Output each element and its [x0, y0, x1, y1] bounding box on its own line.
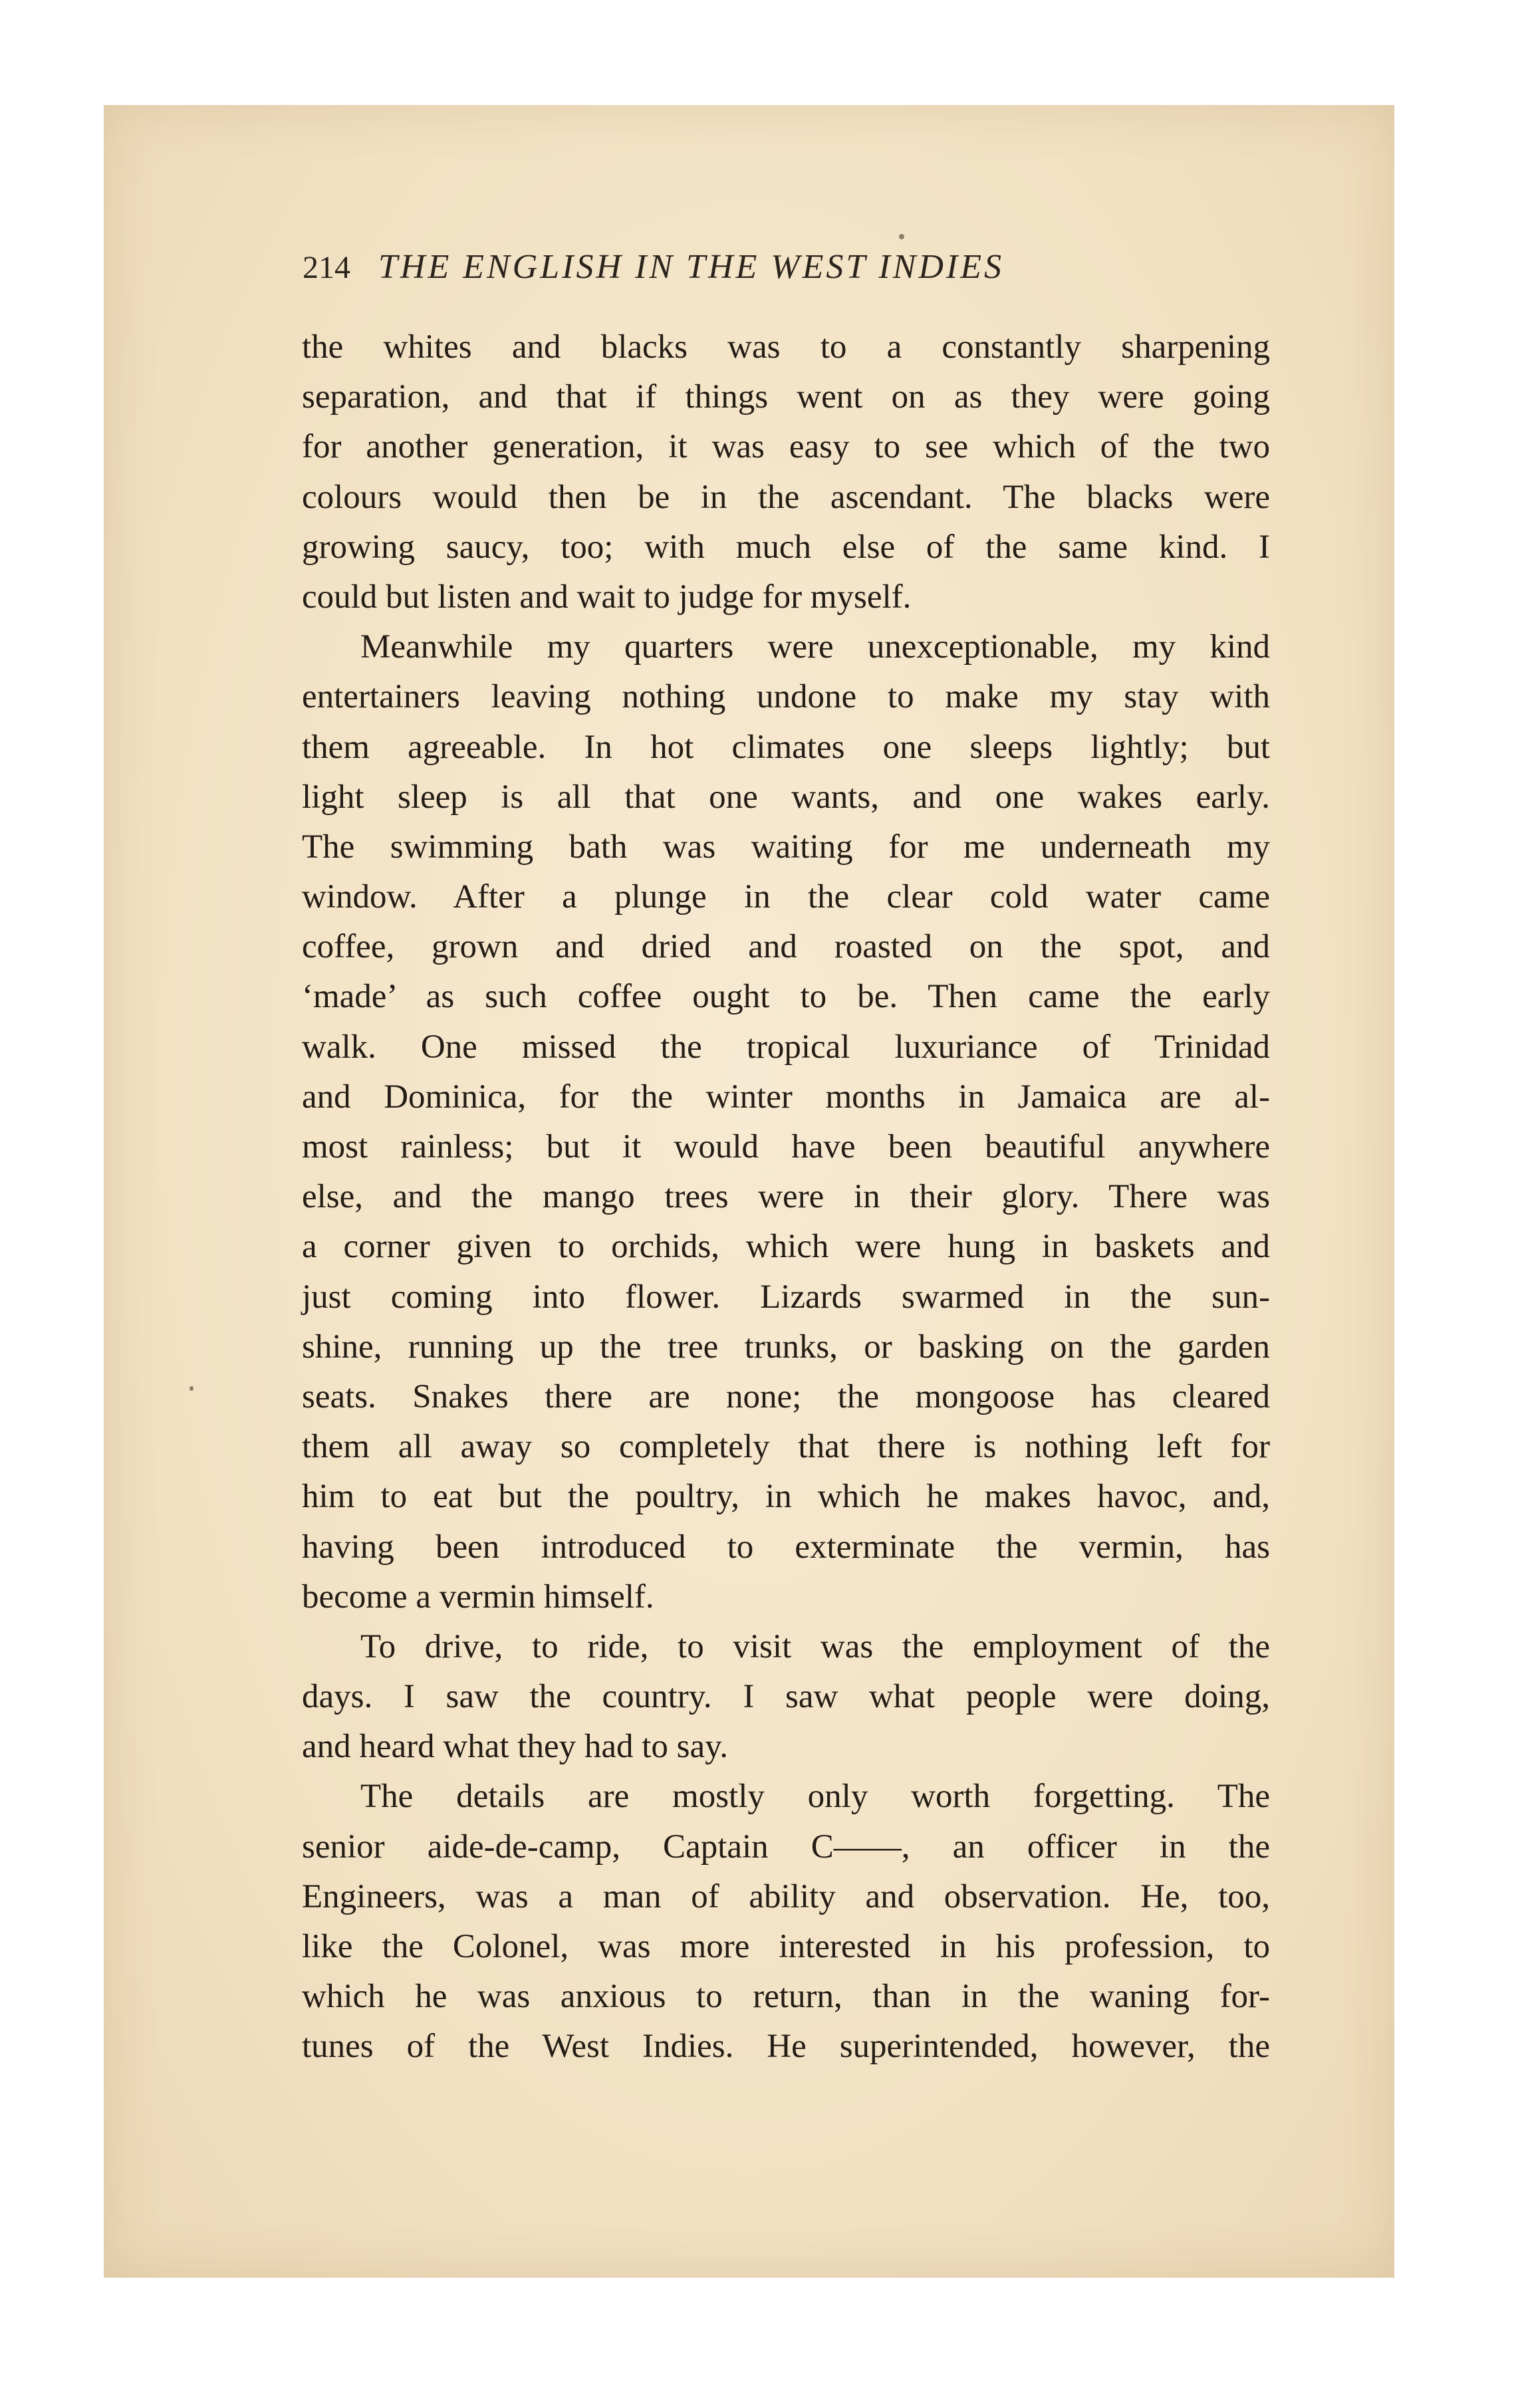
text-line: them all away so completely that there is nothing left for: [302, 1428, 1270, 1466]
text-line: for another generation, it was easy to see which of the two: [302, 428, 1270, 466]
running-title: THE ENGLISH IN THE WEST INDIES: [378, 248, 1004, 286]
text-line: and heard what they had to say.: [302, 1728, 729, 1766]
text-line: shine, running up the tree trunks, or basking on the garden: [302, 1328, 1270, 1366]
text-line: separation, and that if things went on as they were going: [302, 378, 1270, 416]
text-line: a corner given to orchids, which were hung in baskets and: [302, 1228, 1270, 1266]
text-line: and Dominica, for the winter months in Jamaica are al-: [302, 1078, 1270, 1116]
text-line: tunes of the West Indies. He superintended, however, the: [302, 2028, 1270, 2066]
text-line: growing saucy, too; with much else of the same kind. I: [302, 528, 1270, 566]
page-number: 214: [303, 250, 350, 285]
text-line: just coming into flower. Lizards swarmed in the sun-: [302, 1278, 1270, 1316]
text-line: him to eat but the poultry, in which he makes havoc, and,: [302, 1478, 1270, 1516]
text-line: having been introduced to exterminate the vermin, has: [302, 1528, 1270, 1566]
text-line: like the Colonel, was more interested in his profession, to: [302, 1928, 1270, 1965]
text-line: The swimming bath was waiting for me underneath my: [302, 828, 1270, 866]
text-line: seats. Snakes there are none; the mongoose has cleared: [302, 1378, 1270, 1415]
ink-speck: [899, 234, 904, 239]
text-line: the whites and blacks was to a constantly sharpening: [302, 328, 1270, 366]
text-line: window. After a plunge in the clear cold water came: [302, 878, 1270, 916]
ink-speck-margin: [190, 1386, 193, 1391]
text-line: senior aide-de-camp, Captain C——, an officer in the: [302, 1828, 1270, 1866]
text-line: entertainers leaving nothing undone to make my stay with: [302, 678, 1270, 716]
text-line: light sleep is all that one wants, and one wakes early.: [302, 778, 1270, 816]
text-line: become a vermin himself.: [302, 1578, 654, 1616]
text-line: them agreeable. In hot climates one sleeps lightly; but: [302, 728, 1270, 766]
text-line: walk. One missed the tropical luxuriance of Trinidad: [302, 1028, 1270, 1066]
text-line: could but listen and wait to judge for myself.: [302, 578, 912, 616]
text-line: coffee, grown and dried and roasted on the spot, and: [302, 928, 1270, 966]
text-line: which he was anxious to return, than in the waning for-: [302, 1978, 1270, 2016]
text-line: else, and the mango trees were in their glory. There was: [302, 1178, 1270, 1216]
text-line: days. I saw the country. I saw what people were doing,: [302, 1678, 1270, 1716]
text-line: Meanwhile my quarters were unexceptionable, my kind: [360, 628, 1270, 666]
text-line: ‘made’ as such coffee ought to be. Then came the early: [302, 978, 1270, 1016]
text-line: To drive, to ride, to visit was the employment of the: [360, 1627, 1270, 1665]
page-header: [303, 247, 1270, 294]
text-line: colours would then be in the ascendant. The blacks were: [302, 478, 1270, 516]
text-line: The details are mostly only worth forgetting. The: [360, 1778, 1270, 1816]
text-line: Engineers, was a man of ability and observation. He, too,: [302, 1877, 1270, 1915]
body-text: [302, 322, 1270, 2072]
text-line: most rainless; but it would have been beautiful anywhere: [302, 1128, 1270, 1165]
